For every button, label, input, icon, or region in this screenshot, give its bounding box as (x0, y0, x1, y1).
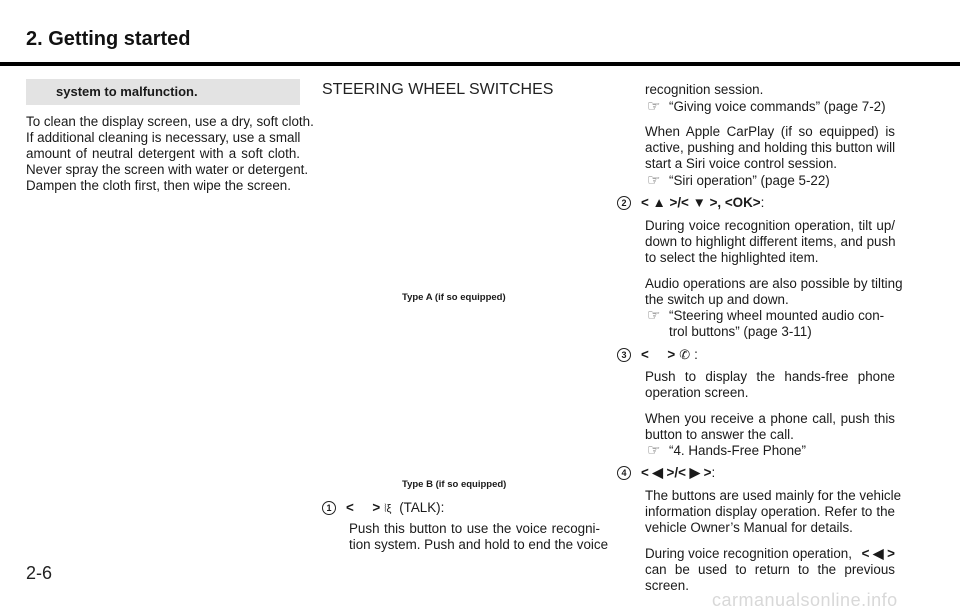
reference-hand-icon: ☞ (647, 307, 661, 324)
paragraph-line: screen. (645, 578, 689, 593)
paragraph-line: Never spray the screen with water or detergent. (26, 162, 309, 177)
paragraph-line: can be used to return to the previous (645, 562, 895, 577)
warning-box (26, 79, 300, 105)
section-heading: STEERING WHEEL SWITCHES (322, 81, 554, 98)
paragraph-line (645, 546, 895, 562)
item-number: 1 (322, 501, 336, 515)
item-suffix: : (694, 347, 698, 362)
paragraph-line: vehicle Owner’s Manual for details. (645, 520, 853, 535)
item-3-phone (617, 347, 698, 363)
reference-hand-icon: ☞ (647, 172, 661, 189)
text: During voice recognition operation, (645, 546, 852, 561)
page-reference[interactable] (647, 173, 830, 189)
reference-text: “4. Hands-Free Phone” (669, 443, 806, 458)
paragraph-line: down to highlight different items, and push (645, 234, 896, 249)
item-number: 2 (617, 196, 631, 210)
paragraph-line: start a Siri voice control session. (645, 156, 838, 171)
left-button-label: < ◀ > (861, 546, 895, 561)
paragraph-line: Push this button to use the voice recogni- (349, 521, 600, 536)
paragraph-line: Push to display the hands-free phone (645, 369, 895, 384)
item-suffix: (TALK): (395, 500, 445, 515)
paragraph-line: button to answer the call. (645, 427, 794, 442)
figure-caption-type-a: Type A (if so equipped) (402, 292, 506, 303)
page-reference[interactable] (647, 308, 884, 324)
item-1-talk (322, 500, 444, 517)
page-reference[interactable] (647, 99, 886, 115)
item-2-up-down-ok (617, 195, 764, 211)
paragraph-line: The buttons are used mainly for the vehicle (645, 488, 902, 503)
paragraph-line: active, pushing and holding this button will (645, 140, 896, 155)
item-number: 3 (617, 348, 631, 362)
item-number: 4 (617, 466, 631, 480)
paragraph-line: operation screen. (645, 385, 749, 400)
header-rule (0, 62, 960, 66)
paragraph-line: the switch up and down. (645, 292, 789, 307)
paragraph-line: amount of neutral detergent with a soft cloth. (26, 146, 300, 161)
item-label: < > (346, 500, 381, 515)
figure-caption-type-b: Type B (if so equipped) (402, 479, 507, 490)
paragraph-line: to select the highlighted item. (645, 250, 819, 265)
section-title: 2. Getting started (26, 28, 191, 50)
item-4-left-right (617, 465, 715, 481)
warning-text: system to malfunction. (56, 84, 198, 99)
reference-text: “Giving voice commands” (page 7-2) (669, 99, 886, 114)
reference-text: “Steering wheel mounted audio con- (669, 308, 885, 323)
paragraph-line: When you receive a phone call, push this (645, 411, 895, 426)
item-suffix: : (711, 465, 716, 480)
item-suffix: : (760, 195, 765, 210)
reference-hand-icon: ☞ (647, 98, 661, 115)
paragraph-line: When Apple CarPlay (if so equipped) is (645, 124, 895, 139)
paragraph-line: To clean the display screen, use a dry, soft cloth. (26, 114, 314, 129)
paragraph-line: During voice recognition operation, tilt up/ (645, 218, 895, 233)
item-label: < ◀ >/< ▶ > (641, 465, 712, 480)
phone-icon: ✆ (679, 347, 691, 362)
paragraph-line: information display operation. Refer to the (645, 504, 895, 519)
page-reference[interactable] (647, 443, 806, 459)
paragraph-line: Audio operations are also possible by tilting (645, 276, 903, 291)
watermark: carmanualsonline.info (712, 590, 898, 610)
paragraph-line: Dampen the cloth first, then wipe the screen. (26, 178, 291, 193)
paragraph-line: If additional cleaning is necessary, use a small (26, 130, 301, 145)
page-number: 2-6 (26, 563, 53, 583)
paragraph-line: tion system. Push and hold to end the voice (349, 537, 609, 552)
item-label: < ▲ >/< ▼ >, <OK> (641, 195, 761, 210)
reference-hand-icon: ☞ (647, 442, 661, 459)
reference-text: “Siri operation” (page 5-22) (669, 173, 830, 188)
voice-talk-icon: ⦚ξ (384, 503, 392, 515)
page-reference-cont[interactable]: trol buttons” (page 3-11) (669, 324, 812, 339)
paragraph-line: recognition session. (645, 82, 764, 97)
item-label: < > (641, 347, 676, 362)
